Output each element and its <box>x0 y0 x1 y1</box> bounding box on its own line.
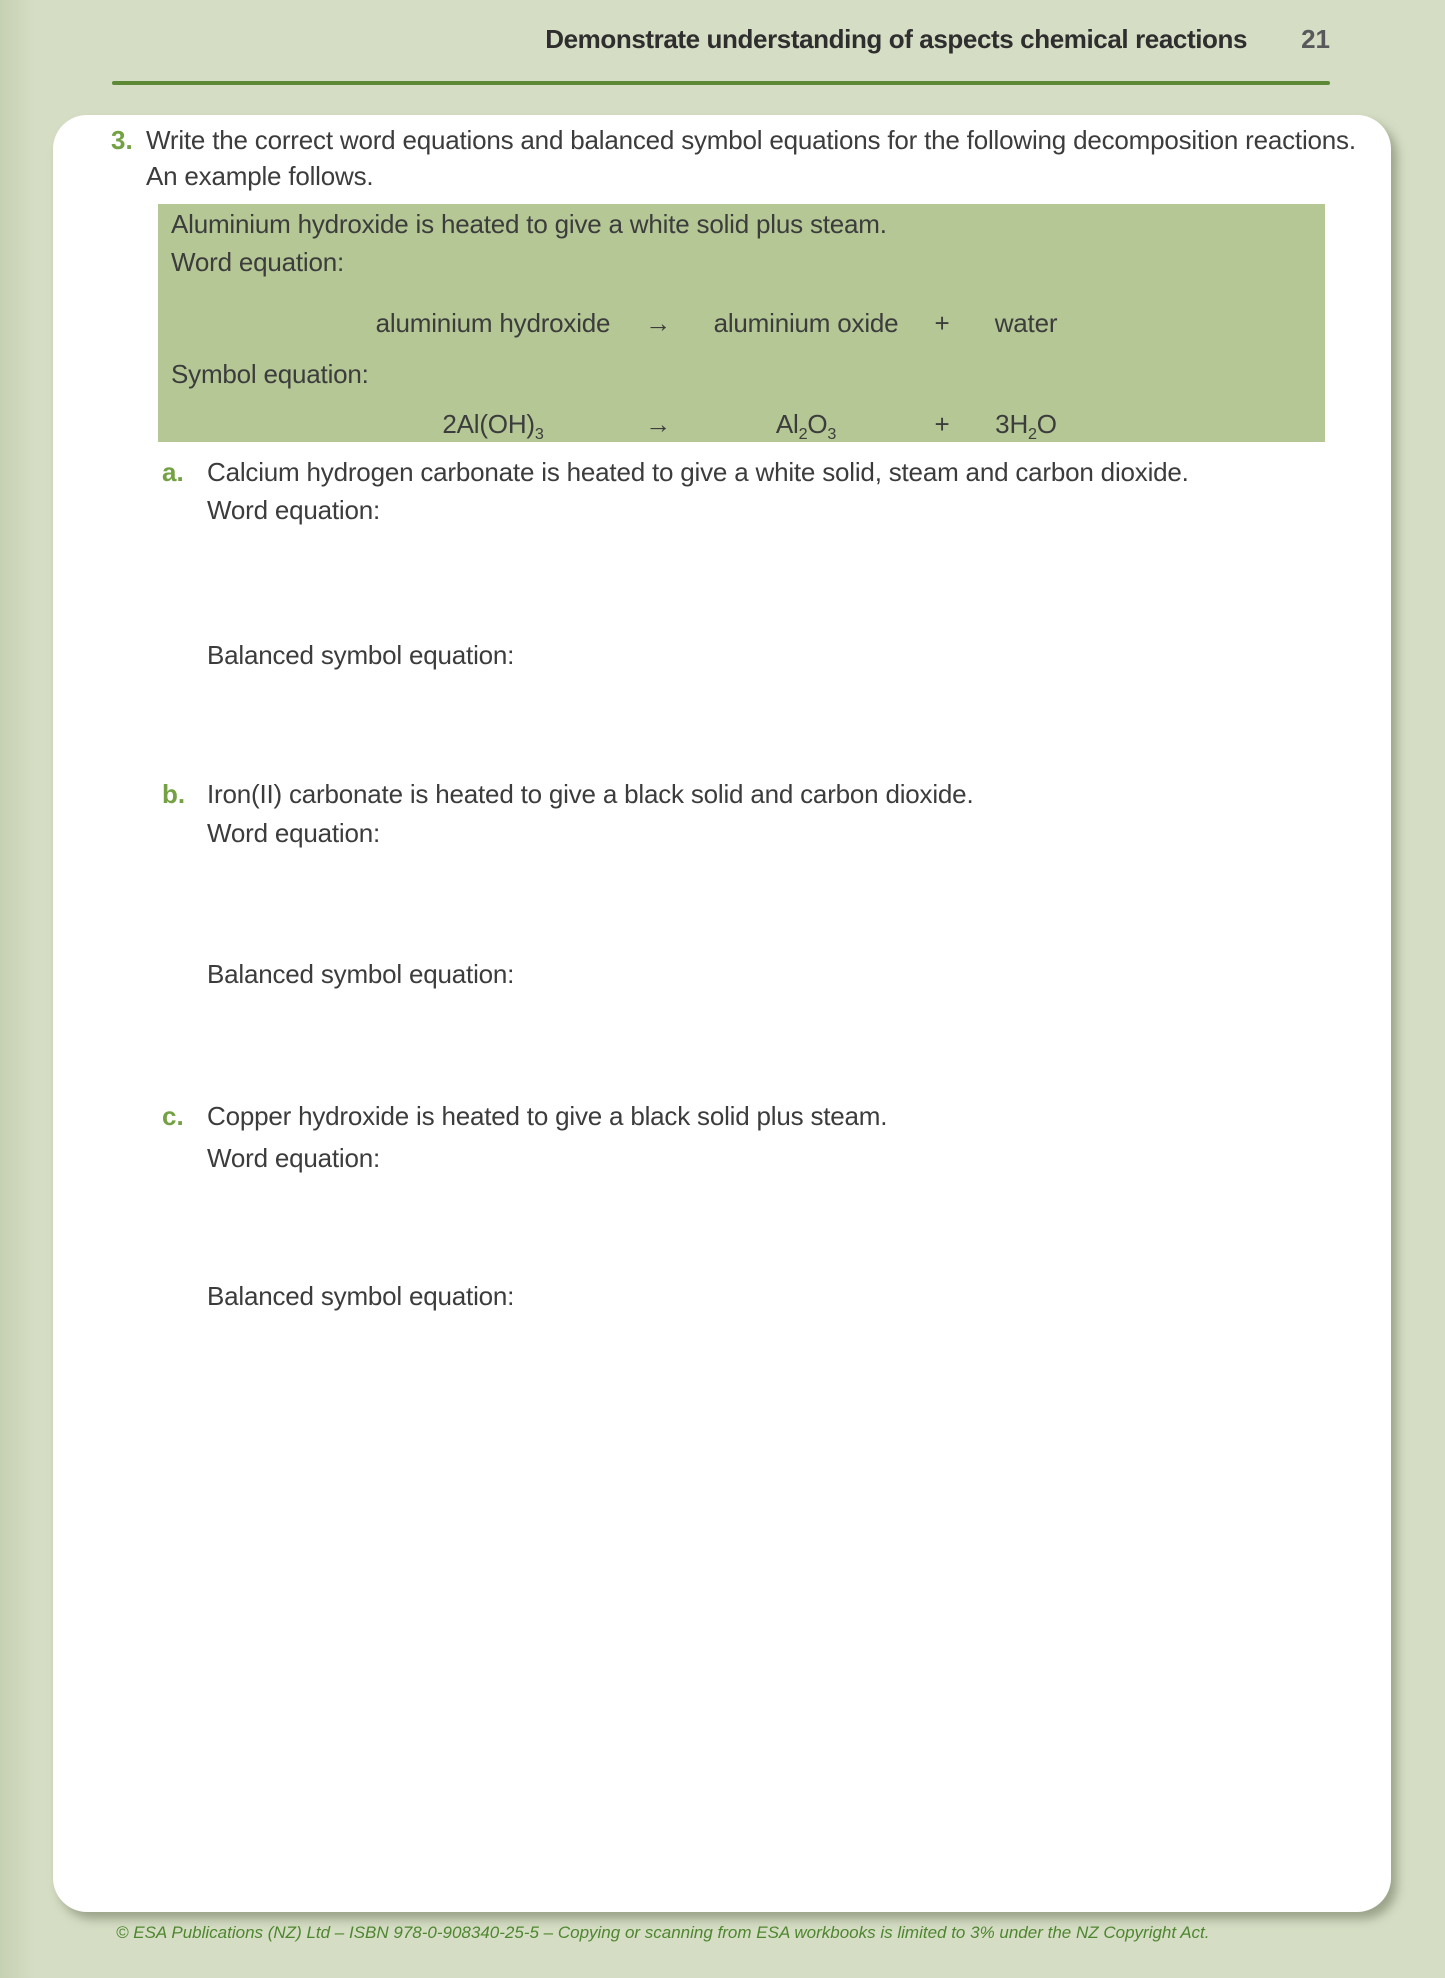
item-marker-b: b. <box>162 779 186 809</box>
symbol-equation-plus-sign: + <box>934 409 950 439</box>
word-equation-product2: water <box>994 308 1058 338</box>
page-title: Demonstrate understanding of aspects chemical reactions <box>545 24 1248 54</box>
question-text-line2: An example follows. <box>146 161 374 191</box>
balanced-equation-answer-space-b <box>207 994 1297 1089</box>
balanced-equation-label-b: Balanced symbol equation: <box>207 959 515 989</box>
question-text-line1: Write the correct word equations and balanced symbol equations for the following decomposition reactions. <box>146 125 1356 155</box>
word-equation-arrow-icon: → <box>645 308 671 338</box>
header-rule <box>112 81 1330 85</box>
word-equation-answer-space-a <box>207 530 1297 630</box>
balanced-equation-answer-space-c <box>207 1316 1297 1411</box>
balanced-equation-label-c: Balanced symbol equation: <box>207 1281 515 1311</box>
word-equation-label-b: Word equation: <box>207 818 381 848</box>
word-equation-plus-sign: + <box>934 308 950 338</box>
content-card <box>53 115 1391 1912</box>
symbol-equation-arrow-icon: → <box>645 409 671 439</box>
symbol-equation-reactant: $2Al(OH)_3$ <box>442 409 544 444</box>
symbol-equation-product2: $3H_2O$ <box>995 409 1057 444</box>
footer-copyright: © ESA Publications (NZ) Ltd – ISBN 978-0-908340-25-5 – Copying or scanning from ESA workbooks is limited to 3% under the NZ Copyright Act. <box>116 1923 1210 1942</box>
word-equation-label: Word equation: <box>171 247 345 277</box>
page-header <box>112 22 1330 56</box>
word-equation-label-a: Word equation: <box>207 495 381 525</box>
item-text-c: Copper hydroxide is heated to give a black solid plus steam. <box>207 1101 888 1131</box>
word-equation-row <box>158 305 1325 341</box>
item-marker-a: a. <box>162 457 184 487</box>
question-text <box>146 122 1356 194</box>
word-equation-product: aluminium oxide <box>713 308 899 338</box>
item-text-a: Calcium hydrogen carbonate is heated to give a white solid, steam and carbon dioxide. <box>207 457 1189 487</box>
symbol-equation-label: Symbol equation: <box>171 359 369 389</box>
page-number: 21 <box>1301 24 1330 54</box>
word-equation-reactant: aluminium hydroxide <box>375 308 611 338</box>
word-equation-label-c: Word equation: <box>207 1143 381 1173</box>
symbol-equation-product: $Al_2O_3$ <box>775 409 837 444</box>
symbol-equation-row <box>158 406 1325 442</box>
example-statement: Aluminium hydroxide is heated to give a white solid plus steam. <box>171 209 887 239</box>
word-equation-answer-space-b <box>207 853 1297 953</box>
item-marker-c: c. <box>162 1101 184 1131</box>
balanced-equation-answer-space-a <box>207 675 1297 770</box>
balanced-equation-label-a: Balanced symbol equation: <box>207 640 515 670</box>
question-number: 3. <box>111 125 133 155</box>
word-equation-answer-space-c <box>207 1178 1297 1278</box>
example-box <box>158 204 1325 442</box>
item-text-b: Iron(II) carbonate is heated to give a black solid and carbon dioxide. <box>207 779 974 809</box>
